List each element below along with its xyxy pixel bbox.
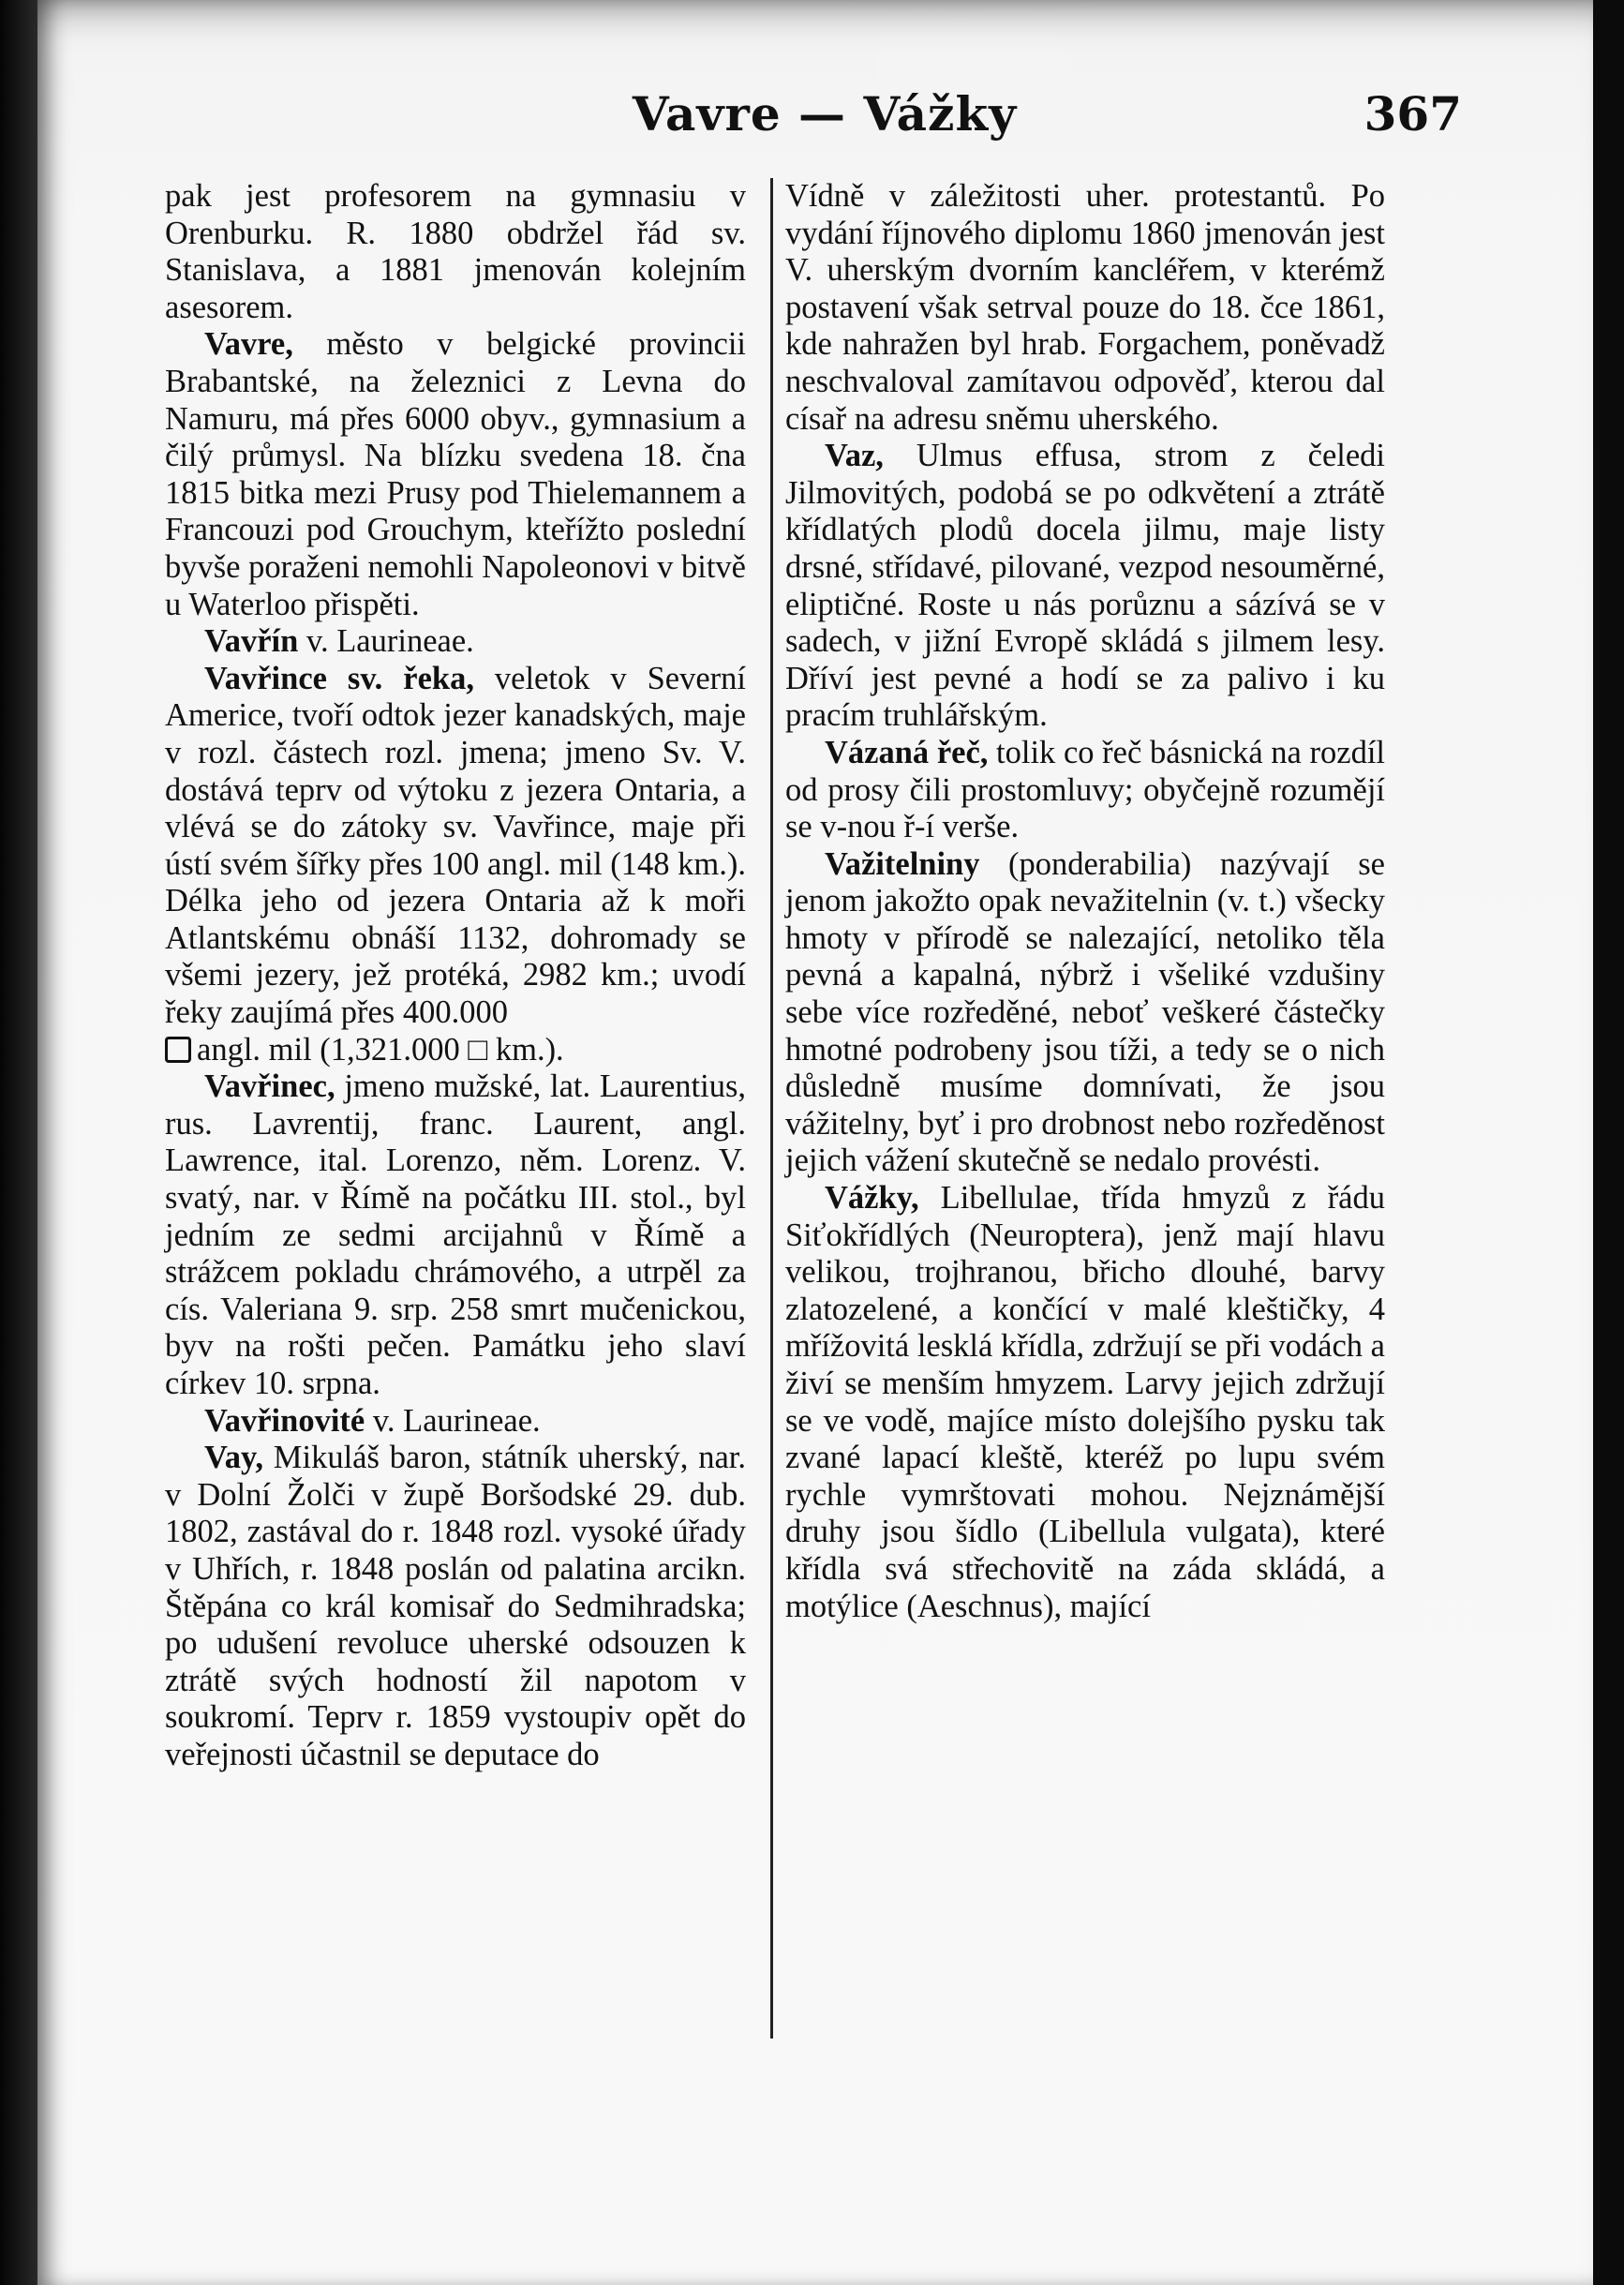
entry-headword: Vavřinec, (204, 1068, 335, 1105)
entry-vazky (785, 1180, 1385, 1625)
entry-headword: Vážky, (825, 1180, 919, 1217)
entry-vavrinec (165, 1068, 746, 1402)
entry-headword: Važitelniny (825, 845, 980, 882)
entry-text: jmeno mužské, lat. Laurentius, rus. Lavrentij, franc. Laurent, angl. Lawrence, ital. Lorenzo, něm. Lorenz. V. svatý, nar. v Římě na počátku III. stol., byl jedním ze sedmi arcijahnů v Římě a strážcem pokladu chrámového, a utrpěl za cís. Valeriana 9. srp. 258 smrt mučenickou, byv na rošti pečen. Památku jeho slaví církev 10. srpna. (165, 1068, 746, 1401)
book-page (37, 0, 1593, 2285)
entry-headword: Vázaná řeč, (825, 734, 989, 770)
entry-text: Mikuláš baron, státník uherský, nar. v Dolní Žolči v župě Boršodské 29. dub. 1802, zastával do r. 1848 rozl. vysoké úřady v Uhřích, r. 1848 poslán od palatina arcikn. Štěpána co král komisař do Sedmihradska; po udušení revoluce uherské odsouzen k ztrátě svých hodností žil napotom v soukromí. Teprv r. 1859 vystoupiv opět do veřejnosti účastnil se deputace do (165, 1440, 746, 1772)
entry-vavrin (165, 623, 746, 661)
column-divider (770, 178, 773, 2039)
entry-text: tolik co řeč básnická na rozdíl od prosy čili prostomluvy; obyčejně rozumějí se v-nou ř-í verše. (785, 734, 1385, 845)
square-mile-symbol-icon (165, 1037, 191, 1063)
entry-headword: Vavre, (204, 326, 293, 363)
entry-headword: Vavřinovité (204, 1402, 365, 1439)
entry-headword: Vay, (204, 1440, 263, 1476)
entry-text: v. Laurineae. (298, 623, 474, 660)
entry-vavrinovite (165, 1403, 746, 1441)
running-title: Vavre — Vážky (632, 86, 1018, 142)
entry-vaz (785, 438, 1385, 735)
entry-continuation (165, 178, 746, 326)
entry-text: pak jest profesorem na gymnasiu v Orenburku. R. 1880 obdržel řád sv. Stanislava, a 1881 jmenován kolejním asesorem. (165, 178, 746, 325)
entry-text: veletok v Severní Americe, tvoří odtok jezer kanadských, maje v rozl. částech rozl. jmena; jmeno Sv. V. dostává teprv od výtoku z jezera Ontaria, a vlévá se do zátoky sv. Vavřince, maje při ústí svém šířky přes 100 angl. mil (148 km.). Délka jeho od jezera Ontaria až k moři Atlantskému obnáší 1132, dohromady se všemi jezery, jež protéká, 2982 km.; uvodí řeky zaujímá přes 400.000 (165, 660, 746, 1031)
left-column (165, 178, 746, 1774)
entry-headword: Vaz, (825, 438, 884, 474)
entry-headword: Vavřín (204, 623, 299, 660)
page-header (37, 86, 1593, 152)
entry-text: (ponderabilia) nazývají se jenom jakožto opak nevažitelnin (v. t.) všecky hmoty v přírodě se nalezající, netoliko těla pevná a kapalná, nýbrž i všeliké vzdušiny sebe více rozředěné, neboť veškeré částečky hmotné podrobeny jsou tíži, a tedy se o nich důsledně musíme domnívati, že jsou vážitelny, byť i pro drobnost nebo rozředěnost jejich vážení skutečně se nedalo provésti. (785, 845, 1385, 1179)
entry-text: Vídně v záležitosti uher. protestantů. Po vydání říjnového diplomu 1860 jmenován jest V. uherským dvorním kancléřem, v kterémž postavení však setrval pouze do 18. čce 1861, kde nahražen byl hrab. Forgachem, poněvadž neschvaloval zamítavou odpověď, kterou dal císař na adresu sněmu uherského. (785, 178, 1385, 437)
right-column (785, 178, 1385, 1625)
entry-vazitelniny (785, 846, 1385, 1180)
entry-text: město v belgické provincii Brabantské, na železnici z Levna do Namuru, má přes 6000 obyv., gymnasium a čilý průmysl. Na blízku svedena 18. čna 1815 bitka mezi Prusy pod Thielemannem a Francouzi pod Grouchym, kteřížto poslední byvše poraženi nemohli Napoleonovi v bitvě u Waterloo přispěti. (165, 326, 746, 622)
entry-vay (165, 1440, 746, 1773)
entry-continuation (165, 1032, 746, 1069)
entry-text: Libellulae, třída hmyzů z řádu Siťokřídlých (Neuroptera), jenž mají hlavu velikou, trojhranou, břicho dlouhé, barvy zlatozelené, a končící v malé kleštičky, 4 mřížovitá lesklá křídla, zdržují se při vodách a živí se menším hmyzem. Larvy jejich zdržují se ve vodě, majíce místo dolejšího pysku tak zvané lapací kleště, kteréž po lupu svém rychle vymrštovati mohou. Nejznámější druhy jsou šídlo (Libellula vulgata), které křídla svá střechovitě na záda skládá, a motýlice (Aeschnus), mající (785, 1180, 1385, 1624)
entry-vavrince-reka (165, 661, 746, 1032)
entry-text: v. Laurineae. (365, 1402, 541, 1439)
entry-continuation (785, 178, 1385, 438)
entry-text: Ulmus effusa, strom z čeledi Jilmovitých, podobá se po odkvětení a ztrátě křídlatých plodů docela jilmu, maje listy drsné, střídavé, pilované, vezpod nesouměrné, eliptičné. Roste u nás porůznu a sázívá se v sadech, v jižní Evropě skládá s jilmem lesy. Dříví jest pevné a hodí se za palivo i ku pracím truhlářským. (785, 438, 1385, 734)
entry-vavre (165, 326, 746, 623)
entry-vazana-rec (785, 735, 1385, 846)
page-number: 367 (1363, 86, 1462, 142)
entry-text: angl. mil (1,321.000 □ km.). (197, 1031, 564, 1068)
entry-headword: Vavřince sv. řeka, (204, 660, 474, 696)
